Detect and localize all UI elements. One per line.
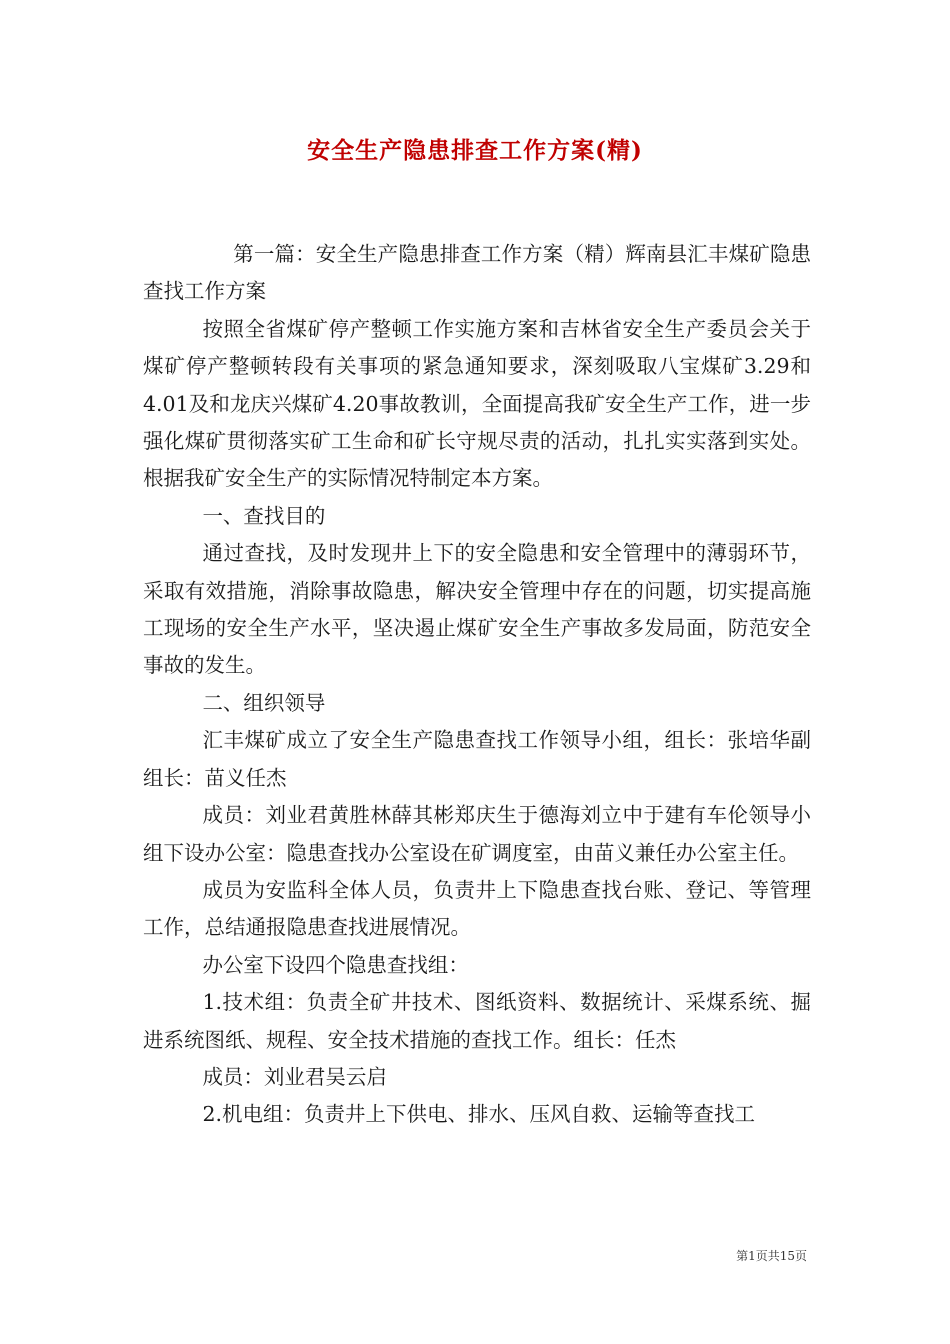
document-title: 安全生产隐患排查工作方案(精) xyxy=(307,137,643,164)
section-heading-purpose: 一、查找目的 xyxy=(202,503,326,528)
paragraph-purpose: 通过查找，及时发现井上下的安全隐患和安全管理中的薄弱环节，采取有效措施，消除事故隐患，解决安全管理中存在的问题，切实提高施工现场的安全生产水平，坚决遏止煤矿安全生产事故多发局面，防范安全事故的发生。 xyxy=(143,541,811,678)
paragraph-intro: 第一篇：安全生产隐患排查工作方案（精）辉南县汇丰煤矿隐患查找工作方案 xyxy=(143,242,811,304)
paragraph-electromech-group: 2.机电组：负责井上下供电、排水、压风自救、运输等查找工 xyxy=(202,1102,755,1127)
paragraph-members: 成员：刘业君黄胜林薛其彬郑庆生于德海刘立中于建有车伦领导小组下设办公室：隐患查找办公室设在矿调度室，由苗义兼任办公室主任。 xyxy=(143,803,811,865)
paragraph-tech-group: 1.技术组：负责全矿井技术、图纸资料、数据统计、采煤系统、掘进系统图纸、规程、安全技术措施的查找工作。组长：任杰 xyxy=(143,990,811,1052)
paragraph-leadership: 汇丰煤矿成立了安全生产隐患查找工作领导小组，组长：张培华副组长：苗义任杰 xyxy=(143,728,811,790)
document-body xyxy=(143,236,811,1134)
paragraph-tech-members: 成员：刘业君吴云启 xyxy=(202,1064,387,1089)
paragraph-office-duties: 成员为安监科全体人员，负责井上下隐患查找台账、登记、等管理工作，总结通报隐患查找进展情况。 xyxy=(143,877,811,940)
paragraph-groups-intro: 办公室下设四个隐患查找组： xyxy=(202,952,469,977)
paragraph-background: 按照全省煤矿停产整顿工作实施方案和吉林省安全生产委员会关于煤矿停产整顿转段有关事项的紧急通知要求，深刻吸取八宝煤矿3.29和4.01及和龙庆兴煤矿4.20事故教训，全面提高我矿安全生产工作，进一步强化煤矿贯彻落实矿工生命和矿长守规尽责的活动，扎扎实实落到实处。根据我矿安全生产的实际情况特制定本方案。 xyxy=(143,316,811,491)
section-heading-organization: 二、组织领导 xyxy=(202,690,326,715)
page-number-footer: 第1页共15页 xyxy=(736,1249,807,1263)
